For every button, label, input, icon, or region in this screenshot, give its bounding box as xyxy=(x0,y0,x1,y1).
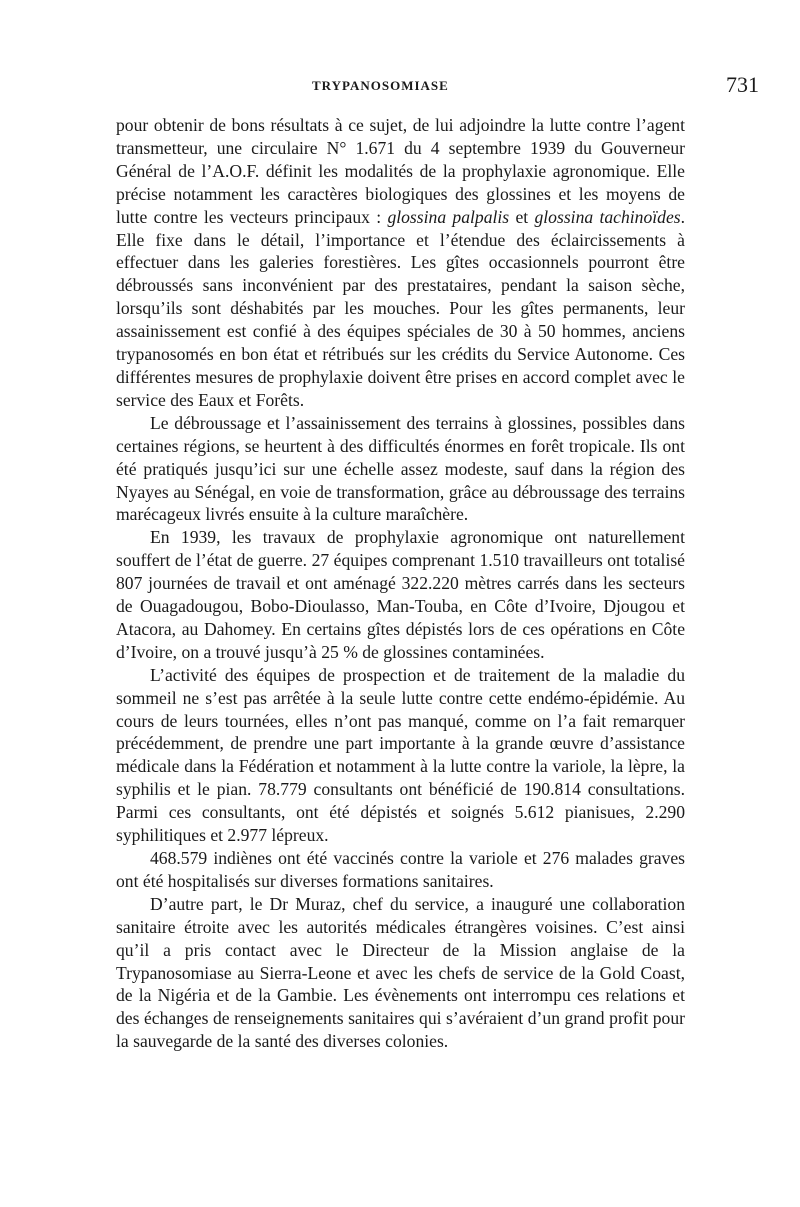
paragraph-1-text-b: et xyxy=(509,206,535,227)
paragraph-5: 468.579 indiènes ont été vaccinés contre la variole et 276 malades graves ont été hospitalisés sur diverses formations sanitaires. xyxy=(116,848,685,891)
running-title: TRYPANOSOMIASE xyxy=(312,78,449,93)
paragraph-1-text-c: . Elle fixe dans le détail, l’importance et l’étendue des éclaircissements à effectuer dans les galeries forestières. Les gîtes occasionnels pourront être débroussés sans inconvénient par des prestataires, pendant la saison sèche, lorsqu’ils sont déshabités par les mouches. Pour les gîtes permanents, leur assainissement est confié à des équipes spéciales de 30 à 50 hommes, anciens trypanosomés en bon état et rétribués sur les crédits du Service Autonome. Ces différentes mesures de prophylaxie doivent être prises en accord complet avec le service des Eaux et Forêts. xyxy=(116,206,686,410)
paragraph-3: En 1939, les travaux de prophylaxie agronomique ont naturellement souffert de l’état de guerre. 27 équipes comprenant 1.510 travailleurs ont totalisé 807 journées de travail et ont aménagé 322.220 mètres carrés dans les secteurs de Ouagadougou, Bobo-Dioulasso, Man-Touba, en Côte d’Ivoire, Djougou et Atacora, au Dahomey. En certains gîtes dépistés lors de ces opérations en Côte d’Ivoire, on a trouvé jusqu’à 25 % de glossines contaminées. xyxy=(116,527,685,662)
species-name-glossina-tachinoides: glossina tachinoïdes xyxy=(534,206,681,227)
paragraph-6: D’autre part, le Dr Muraz, chef du service, a inauguré une collaboration sanitaire étroite avec les autorités médicales étrangères voisines. C’est ainsi qu’il a pris contact avec le Directeur de la Mission anglaise de la Trypanosomiase au Sierra-Leone et avec les chefs de service de la Gold Coast, de la Nigéria et de la Gambie. Les évènements ont interrompu ces relations et des échanges de renseignements sanitaires qui s’avéraient d’un grand profit pour la sauvegarde de la santé des diverses colonies. xyxy=(116,893,685,1052)
body-text xyxy=(116,114,685,1053)
running-header xyxy=(0,72,800,101)
paragraph-1 xyxy=(116,114,685,412)
paragraph-2: Le débroussage et l’assainissement des terrains à glossines, possibles dans certaines régions, se heurtent à des difficultés énormes en forêt tropicale. Ils ont été pratiqués jusqu’ici sur une échelle assez modeste, sauf dans la région des Nyayes au Sénégal, en voie de transformation, grâce au débroussage des terrains marécageux livrés ensuite à la culture maraîchère. xyxy=(116,412,685,525)
species-name-glossina-palpalis: glossina palpalis xyxy=(387,206,510,227)
page-number: 731 xyxy=(726,72,759,97)
paragraph-4: L’activité des équipes de prospection et de traitement de la maladie du sommeil ne s’est pas arrêtée à la seule lutte contre cette endémo-épidémie. Au cours de leurs tournées, elles n’ont pas manqué, comme on l’a fait remarquer précédemment, de prendre une part importante à la grande œuvre d’assistance médicale dans la Fédération et notamment à la lutte contre la variole, la lèpre, la syphilis et le pian. 78.779 consultants ont bénéficié de 190.814 consultations. Parmi ces consultants, ont été dépistés et soignés 5.612 pianisues, 2.290 syphilitiques et 2.977 lépreux. xyxy=(116,664,685,846)
paragraph-1-text-a: pour obtenir de bons résultats à ce sujet, de lui adjoindre la lutte contre l’agent transmetteur, une circulaire N° 1.671 du 4 septembre 1939 du Gouverneur Général de l’A.O.F. définit les modalités de la prophylaxie agronomique. Elle précise notamment les caractères biologiques des glossines et les moyens de lutte contre les vecteurs principaux : xyxy=(116,115,685,227)
